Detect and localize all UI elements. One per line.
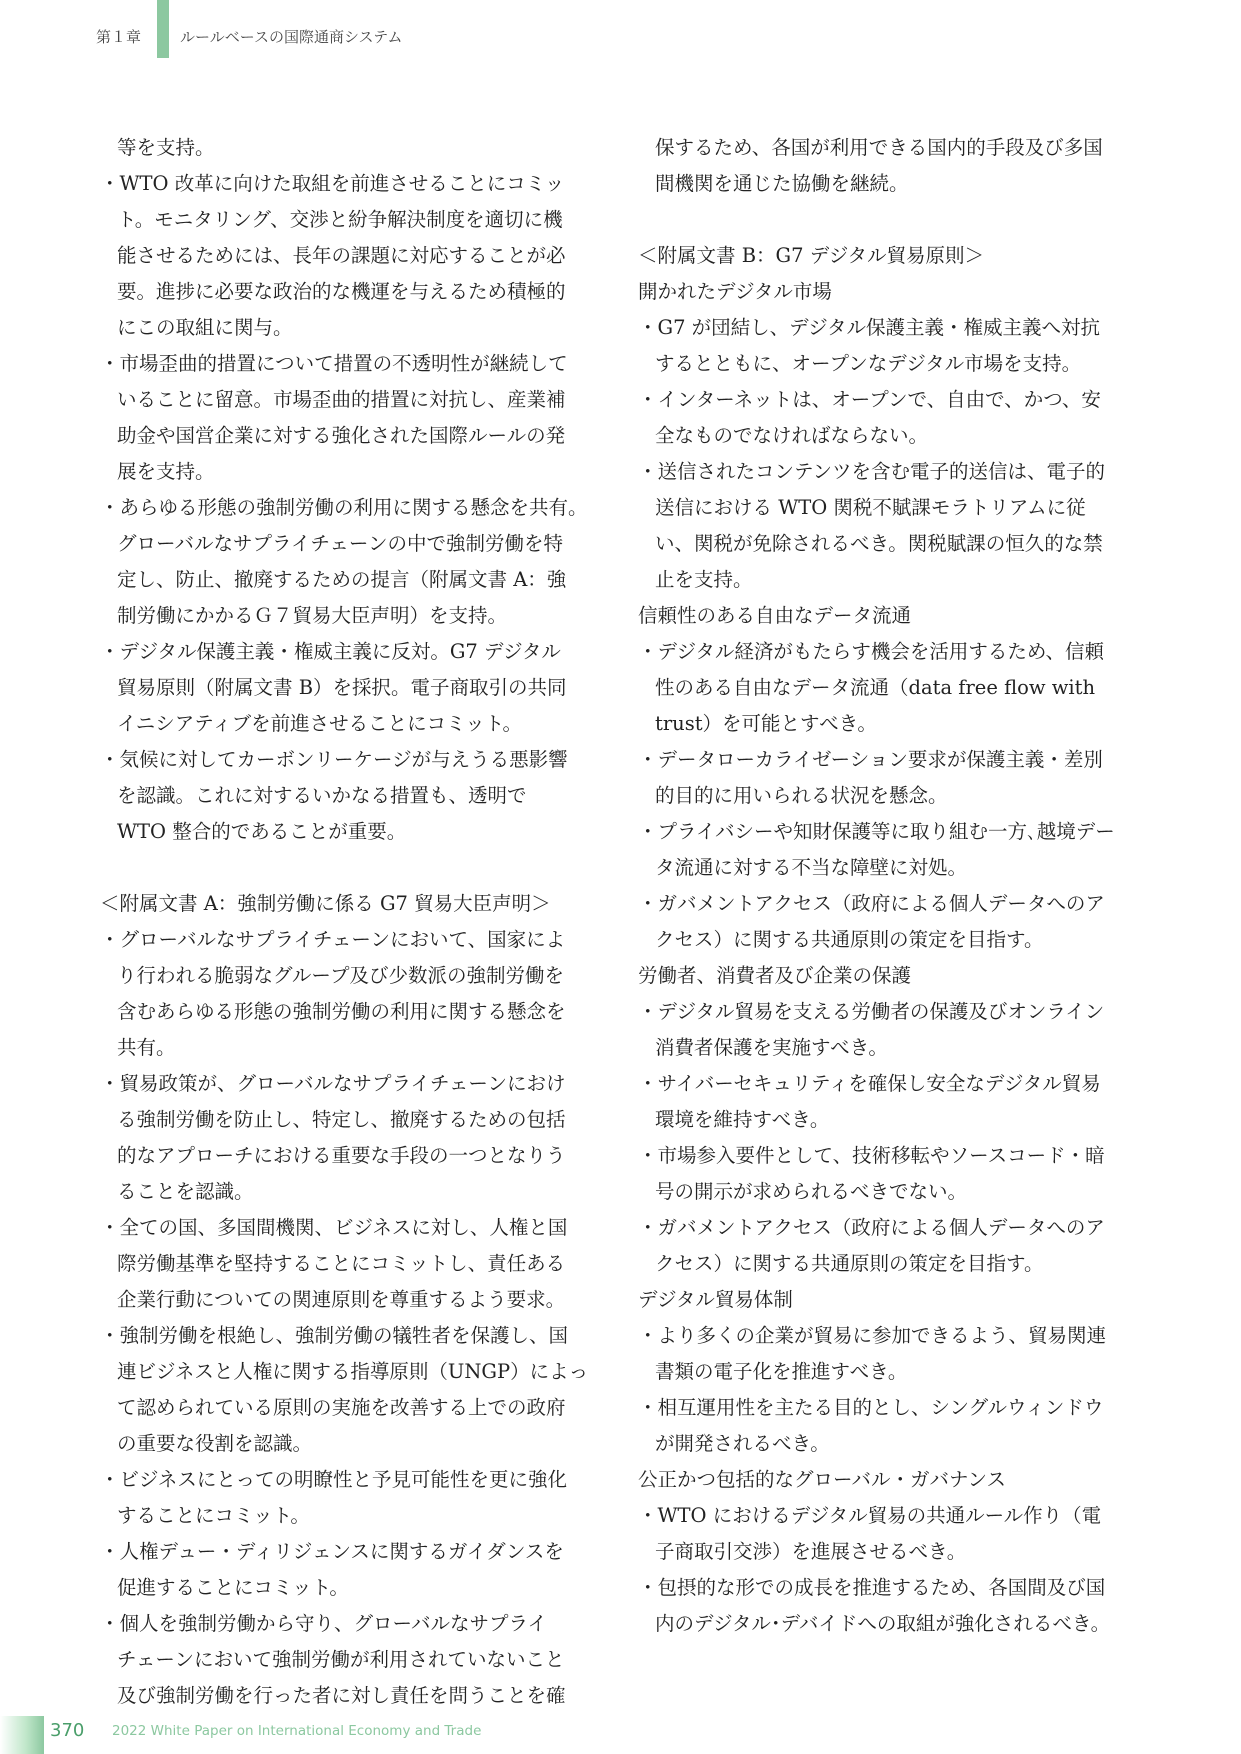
text-line: いることに留意。市場歪曲的措置に対抗し、産業補 (117, 388, 566, 411)
footer-accent-bar (0, 1716, 44, 1754)
text-line: ・包摂的な形での成長を推進するため、各国間及び国 (638, 1576, 1106, 1599)
text-line: 子商取引交渉）を進展させるべき。 (655, 1540, 967, 1563)
text-line: 助金や国営企業に対する強化された国際ルールの発 (117, 424, 566, 447)
text-line: ・データローカライゼーション要求が保護主義・差別 (638, 748, 1103, 771)
text-line: ・ビジネスにとっての明瞭性と予見可能性を更に強化 (100, 1468, 568, 1491)
text-line: 的目的に用いられる状況を懸念。 (655, 784, 948, 807)
text-line: ＜附属文書 A：強制労働に係る G7 貿易大臣声明＞ (100, 892, 551, 915)
text-line: イニシアティブを前進させることにコミット。 (117, 712, 523, 735)
text-line: い、関税が免除されるべき。関税賦課の恒久的な禁 (655, 532, 1103, 555)
text-line: 性のある自由なデータ流通（data free flow with (655, 676, 1096, 699)
left-column (100, 130, 595, 1714)
text-line: 能させるためには、長年の課題に対応することが必 (117, 244, 566, 267)
text-line: 保するため、各国が利用できる国内的手段及び多国 (655, 136, 1103, 159)
page-header (0, 0, 1241, 60)
text-line: ・デジタル保護主義・権威主義に反対。G7 デジタル (100, 640, 561, 663)
text-line: WTO 整合的であることが重要。 (117, 820, 407, 843)
text-line: の重要な役割を認識。 (117, 1432, 313, 1455)
text-line: 消費者保護を実施すべき。 (655, 1036, 888, 1059)
text-line: ることを認識。 (117, 1180, 254, 1203)
text-line: 的なアプローチにおける重要な手段の一つとなりう (117, 1144, 566, 1167)
text-line (100, 850, 595, 886)
text-line: ・デジタル経済がもたらす機会を活用するため、信頼 (638, 640, 1105, 663)
text-line: グローバルなサプライチェーンの中で強制労働を特 (117, 532, 563, 555)
text-line: ト。モニタリング、交渉と紛争解決制度を適切に機 (117, 208, 563, 231)
text-line: にこの取組に関与。 (117, 316, 293, 339)
text-line: クセス）に関する共通原則の策定を目指す。 (655, 1252, 1044, 1275)
text-line: 等を支持。 (117, 136, 215, 159)
text-line: ・サイバーセキュリティを確保し安全なデジタル貿易 (638, 1072, 1101, 1095)
page-number: 370 (50, 1720, 85, 1741)
text-line: ・貿易政策が、グローバルなサプライチェーンにおけ (100, 1072, 566, 1095)
text-line: 展を支持。 (117, 460, 215, 483)
text-line: 開かれたデジタル市場 (638, 280, 832, 303)
text-line: 号の開示が求められるべきでない。 (655, 1180, 968, 1203)
text-line: ・気候に対してカーボンリーケージが与えうる悪影響 (100, 748, 568, 771)
text-line: ・ガバメントアクセス（政府による個人データへのア (638, 892, 1105, 915)
text-line: 定し、防止、撤廃するための提言（附属文書 A：強 (117, 568, 567, 591)
text-line: クセス）に関する共通原則の策定を目指す。 (655, 928, 1044, 951)
text-line: 止を支持。 (655, 568, 753, 591)
text-line: ・送信されたコンテンツを含む電子的送信は、電子的 (638, 460, 1106, 483)
text-line: ・インターネットは、オープンで、自由で、かつ、安 (638, 388, 1101, 411)
text-line: ・あらゆる形態の強制労働の利用に関する懸念を共有。 (100, 496, 588, 519)
text-line: trust）を可能とすべき。 (655, 712, 877, 735)
chapter-title: ルールベースの国際通商システム (180, 28, 403, 46)
text-line: ＜附属文書 B：G7 デジタル貿易原則＞ (638, 244, 985, 267)
text-line: 要。進捗に必要な政治的な機運を与えるため積極的 (117, 280, 566, 303)
text-line: ・WTO 改革に向けた取組を前進させることにコミッ (100, 172, 565, 195)
text-line: ・強制労働を根絶し、強制労働の犠牲者を保護し、国 (100, 1324, 569, 1347)
text-line: 送信における WTO 関税不賦課モラトリアムに従 (655, 496, 1086, 519)
text-line: 際労働基準を堅持することにコミットし、責任ある (117, 1252, 566, 1275)
text-line: 全なものでなければならない。 (655, 424, 929, 447)
text-line: することにコミット。 (117, 1504, 310, 1527)
text-line: り行われる脆弱なグループ及び少数派の強制労働を (117, 964, 564, 987)
text-line: 間機関を通じた協働を継続。 (655, 172, 909, 195)
text-line: ・より多くの企業が貿易に参加できるよう、貿易関連 (638, 1324, 1107, 1347)
footer-title: 2022 White Paper on International Economy and Trade (112, 1723, 482, 1739)
text-line: 内のデジタル･デバイドへの取組が強化されるべき。 (655, 1612, 1111, 1635)
text-line: 公正かつ包括的なグローバル・ガバナンス (638, 1468, 1006, 1491)
text-line: ・ガバメントアクセス（政府による個人データへのア (638, 1216, 1105, 1239)
text-line: ・相互運用性を主たる目的とし、シングルウィンドウ (638, 1396, 1104, 1419)
text-line: 制労働にかかるＧ７貿易大臣声明）を支持。 (117, 604, 508, 627)
text-line: 共有。 (117, 1036, 176, 1059)
text-line: 労働者、消費者及び企業の保護 (638, 964, 912, 987)
text-line: ・個人を強制労働から守り、グローバルなサプライ (100, 1612, 547, 1635)
text-line: て認められている原則の実施を改善する上での政府 (117, 1396, 566, 1419)
text-line: ・プライバシーや知財保護等に取り組む一方､越境デー (638, 820, 1115, 843)
text-line: 環境を維持すべき。 (655, 1108, 830, 1131)
right-column (638, 130, 1143, 1642)
text-line: デジタル貿易体制 (638, 1288, 793, 1311)
chapter-number: 第１章 (96, 28, 142, 46)
text-line: る強制労働を防止し、特定し、撤廃するための包括 (117, 1108, 566, 1131)
text-line: 促進することにコミット。 (117, 1576, 349, 1599)
text-line: を認識。これに対するいかなる措置も、透明で (117, 784, 527, 807)
text-line: ・デジタル貿易を支える労働者の保護及びオンライン (638, 1000, 1105, 1023)
text-line: 及び強制労働を行った者に対し責任を問うことを確 (117, 1684, 566, 1707)
text-line: タ流通に対する不当な障壁に対処。 (655, 856, 968, 879)
text-line: ・WTO におけるデジタル貿易の共通ルール作り（電 (638, 1504, 1102, 1527)
text-line: ・全ての国、多国間機関、ビジネスに対し、人権と国 (100, 1216, 568, 1239)
text-line: ・市場歪曲的措置について措置の不透明性が継続して (100, 352, 568, 375)
text-line: ・市場参入要件として、技術移転やソースコード・暗 (638, 1144, 1105, 1167)
text-line: 企業行動についての関連原則を尊重するよう要求。 (117, 1288, 566, 1311)
text-line: ・G7 が団結し、デジタル保護主義・権威主義へ対抗 (638, 316, 1101, 339)
text-line: 連ビジネスと人権に関する指導原則（UNGP）によっ (117, 1360, 589, 1383)
text-line: するとともに、オープンなデジタル市場を支持。 (655, 352, 1082, 375)
text-line (638, 202, 1143, 238)
text-line: チェーンにおいて強制労働が利用されていないこと (117, 1648, 565, 1671)
text-line: 信頼性のある自由なデータ流通 (638, 604, 912, 627)
text-line: ・人権デュー・ディリジェンスに関するガイダンスを (100, 1540, 564, 1563)
text-line: が開発されるべき。 (655, 1432, 830, 1455)
chapter-accent-bar (157, 0, 169, 58)
text-line: 含むあらゆる形態の強制労働の利用に関する懸念を (117, 1000, 566, 1023)
text-line: 貿易原則（附属文書 B）を採択。電子商取引の共同 (117, 676, 567, 699)
text-line: 書類の電子化を推進すべき。 (655, 1360, 908, 1383)
text-line: ・グローバルなサプライチェーンにおいて、国家によ (100, 928, 566, 951)
